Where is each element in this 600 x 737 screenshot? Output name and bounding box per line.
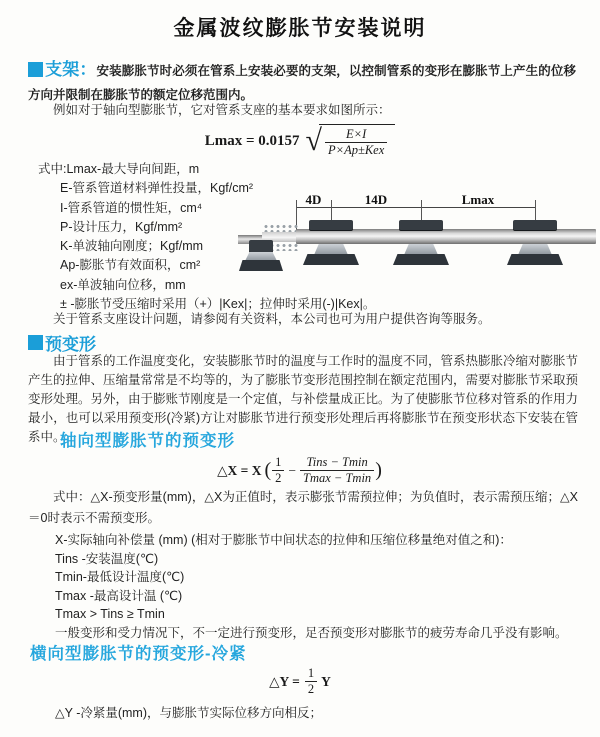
var-ex: ex-单波轴向位移，mm — [60, 277, 186, 292]
dim-label-14d: 14D — [364, 192, 388, 207]
dim-label-lmax: Lmax — [461, 192, 495, 207]
bellows-corrugation — [262, 223, 298, 232]
lateral-subheading: 横向型膨胀节的预变形-冷紧 — [30, 645, 247, 663]
formula2-close-paren: ) — [375, 459, 382, 481]
pipe-support-base — [239, 260, 283, 271]
section-marker-icon — [28, 62, 43, 77]
pipe-support-base — [303, 254, 359, 265]
support-intro-text: 安装膨胀节时必须在管系上安装必要的支架，以控制管系的变形在膨胀节上产生的位移方向并限制在膨胀节的额定位移范围内。 — [28, 64, 576, 102]
formula2-temp-fraction — [300, 455, 374, 486]
formula3-fraction — [305, 666, 317, 697]
var-tmax: Tmax -最高设计温 (℃) — [55, 588, 183, 603]
formula1-radicand — [319, 124, 395, 158]
pipe-support-base — [393, 254, 449, 265]
pipe-support-block — [249, 240, 273, 252]
axial-explain-paragraph: 式中：△X-预变形量(mm)，△X为正值时，表示膨张节需预拉伸；为负值时，表示需预压缩；△X＝0时表示不需预变形。 — [28, 490, 578, 525]
axial-predeform-formula — [0, 455, 600, 486]
pipe-support-clamp — [309, 220, 353, 230]
var-k: K-单波轴向刚度；Kgf/mm — [60, 239, 204, 254]
axial-subheading: 轴向型膨胀节的预变形 — [60, 432, 235, 450]
formula3-den: 2 — [305, 681, 317, 697]
var-temp-relation: Tmax > Tins ≥ Tmin — [55, 607, 165, 622]
section-marker-icon — [28, 335, 43, 350]
var-tins: Tins -安装温度(℃) — [55, 551, 159, 566]
formula2-minus: − — [288, 462, 297, 478]
formula1-fraction — [325, 127, 387, 158]
support-example-line: 例如对于轴向型膨胀节，它对管系支座的基本要求如图所示： — [53, 103, 391, 117]
main-pipe — [296, 229, 596, 244]
pipe-support-saddle — [404, 244, 438, 255]
pipe-support-diagram — [238, 193, 600, 289]
axial-variable-list — [55, 531, 595, 643]
support-consult-note: 关于管系支座设计问题，请参阅有关资料，本公司也可为用户提供咨询等服务。 — [53, 312, 491, 326]
formula3-lhs: △Y = — [269, 673, 300, 689]
var-e: E-管系管道材料弹性投量，Kgf/cm² — [60, 181, 254, 196]
pipe-support-saddle — [518, 244, 552, 255]
var-ap: Ap-膨胀节有效面积，cm² — [60, 258, 201, 273]
pipe-support-saddle — [314, 244, 348, 255]
formula1-denominator: P×Ap±Kex — [325, 142, 387, 158]
var-tmin: Tmin-最低设计温度(℃) — [55, 570, 185, 585]
formula3-rhs: Y — [321, 673, 331, 689]
formula2-half-den: 2 — [272, 470, 284, 486]
radical-sign: √ — [305, 124, 323, 157]
formula2-temp-num: Tins − Tmin — [306, 455, 368, 469]
page-title: 金属波纹膨胀节安装说明 — [173, 17, 427, 40]
formula2-half-fraction — [272, 455, 284, 486]
formula2-open-paren: ( — [264, 459, 272, 481]
lateral-predeform-formula — [0, 666, 600, 697]
formula1-lhs: Lmax = 0.0157 — [204, 132, 300, 149]
predeform-section-heading: 预变形 — [45, 335, 96, 354]
formula2-temp-den: Tmax − Tmin — [300, 470, 374, 486]
support-section-heading: 支架 — [45, 60, 80, 79]
pipe-support-clamp — [399, 220, 443, 230]
predeform-paragraph: 由于管系的工作温度变化，安装膨胀节时的温度与工作时的温度不同，管系热膨胀冷缩对膨胀节产生的拉伸、压缩量常常是不均等的，为了膨胀节变形范围控制在额定范围内，需要对膨胀节采取预变形处理。另外，由于膨账节刚度是一个定值，与补偿量成正比。为了使膨胀节位移对管系的作用力最小，也可以采用预变形(冷紧)方让对膨胀节进行预变形处理后再将膨胀节在预变形状态下安装在管系中。 — [28, 354, 579, 444]
var-plusminus: ± -膨胀节受压缩时采用（+）|Kex|；拉伸时采用(-)|Kex|。 — [60, 297, 376, 312]
var-lmax: 式中:Lmax-最大导向间距，m — [38, 162, 200, 176]
formula2-lhs: △X = X — [217, 462, 262, 478]
var-x: X-实际轴向补偿量 (mm) (相对于膨胀节中间状态的拉伸和压缩位移量绝对值之和)： — [55, 533, 512, 547]
guide-spacing-formula — [0, 124, 600, 158]
support-heading-colon: ： — [79, 60, 97, 79]
axial-fatigue-note: 一般变形和受力情况下，不一定进行预变形，足否预变形对膨胀节的疲劳寿命几乎没有影响。 — [55, 625, 568, 640]
pipe-support-base — [507, 254, 563, 265]
pipe-support-saddle — [245, 252, 277, 261]
pipe-support-clamp — [513, 220, 557, 230]
dim-label-4d: 4D — [305, 192, 322, 207]
var-p: P-设计压力，Kgf/mm² — [60, 219, 183, 234]
formula1-numerator: E×I — [346, 127, 367, 141]
formula3-num: 1 — [307, 666, 315, 680]
formula2-half-num: 1 — [275, 455, 282, 469]
var-i: I-管系管道的惯性矩，cm⁴ — [60, 200, 203, 215]
lateral-note-line: △Y -冷紧量(mm)，与膨胀节实际位移方向相反； — [55, 706, 323, 720]
